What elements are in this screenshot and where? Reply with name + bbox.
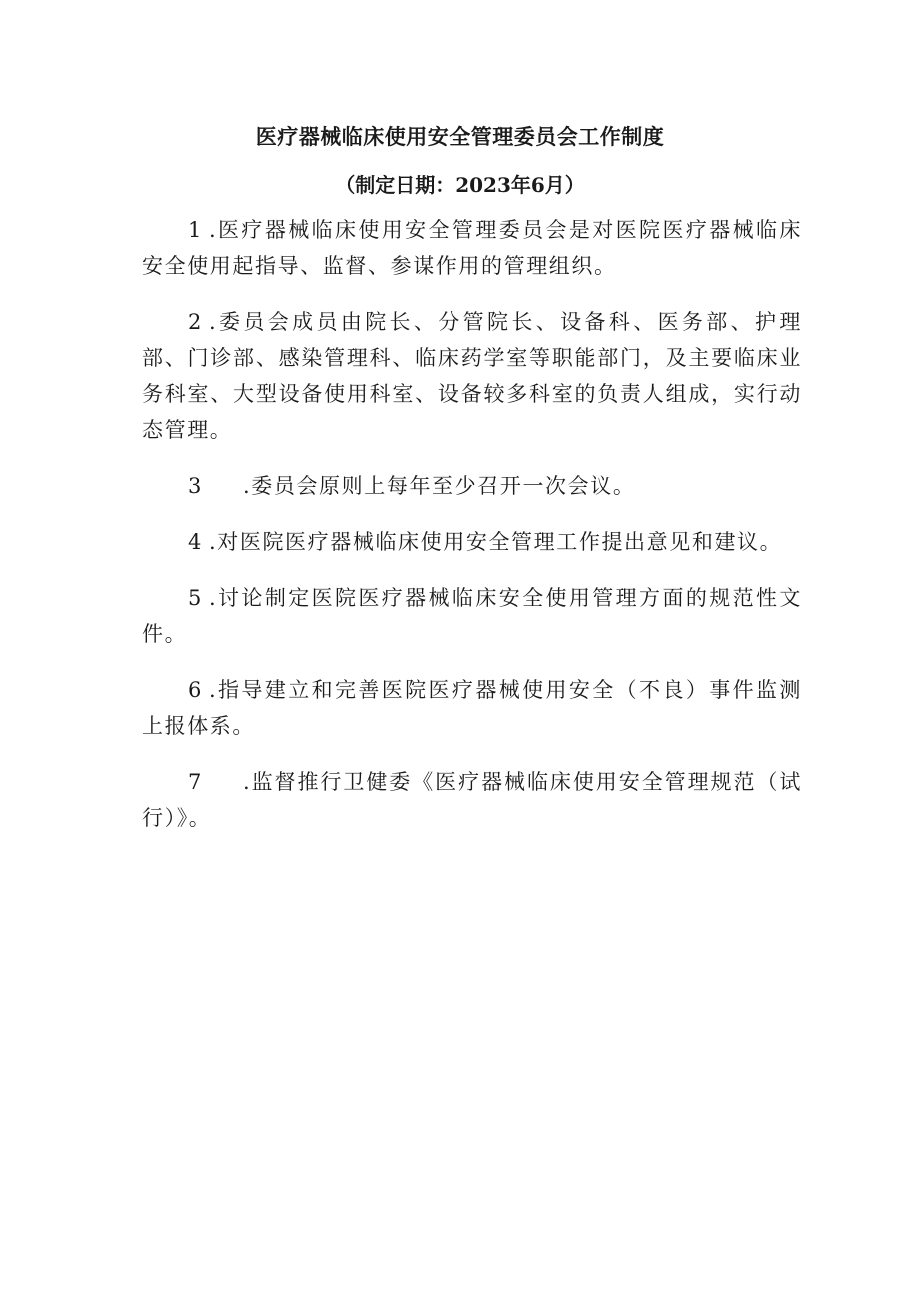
clause-number: 3	[188, 474, 203, 498]
clause-number: 6	[188, 678, 203, 702]
clause-2	[142, 304, 802, 448]
clause-6	[142, 672, 802, 744]
clause-text: .讨论制定医院医疗器械临床安全使用管理方面的规范性文件。	[142, 586, 802, 646]
clause-7	[142, 764, 802, 836]
document-title: 医疗器械临床使用安全管理委员会工作制度	[255, 124, 665, 149]
document-body	[142, 212, 802, 836]
clause-text: .对医院医疗器械临床使用安全管理工作提出意见和建议。	[208, 530, 783, 554]
clause-number: 5	[188, 586, 203, 610]
clause-5	[142, 580, 802, 652]
clause-number: 7	[188, 770, 203, 794]
clause-text: .指导建立和完善医院医疗器械使用安全（不良）事件监测上报体系。	[142, 678, 802, 738]
clause-text: .医疗器械临床使用安全管理委员会是对医院医疗器械临床安全使用起指导、监督、参谋作用的管理组织。	[142, 218, 802, 278]
clause-1	[142, 212, 802, 284]
clause-number: 2	[188, 310, 203, 334]
clause-3	[142, 468, 802, 504]
clause-text: .委员会成员由院长、分管院长、设备科、医务部、护理部、门诊部、感染管理科、临床药学室等职能部门，及主要临床业务科室、大型设备使用科室、设备较多科室的负责人组成，实行动态管理。	[142, 310, 802, 442]
clause-4	[142, 524, 802, 560]
clause-number: 1	[188, 218, 203, 242]
document-date: （制定日期：2023年6月）	[335, 173, 585, 197]
clause-text: .委员会原则上每年至少召开一次会议。	[242, 474, 636, 498]
clause-text: .监督推行卫健委《医疗器械临床使用安全管理规范（试行）》。	[142, 770, 802, 830]
clause-number: 4	[188, 530, 203, 554]
